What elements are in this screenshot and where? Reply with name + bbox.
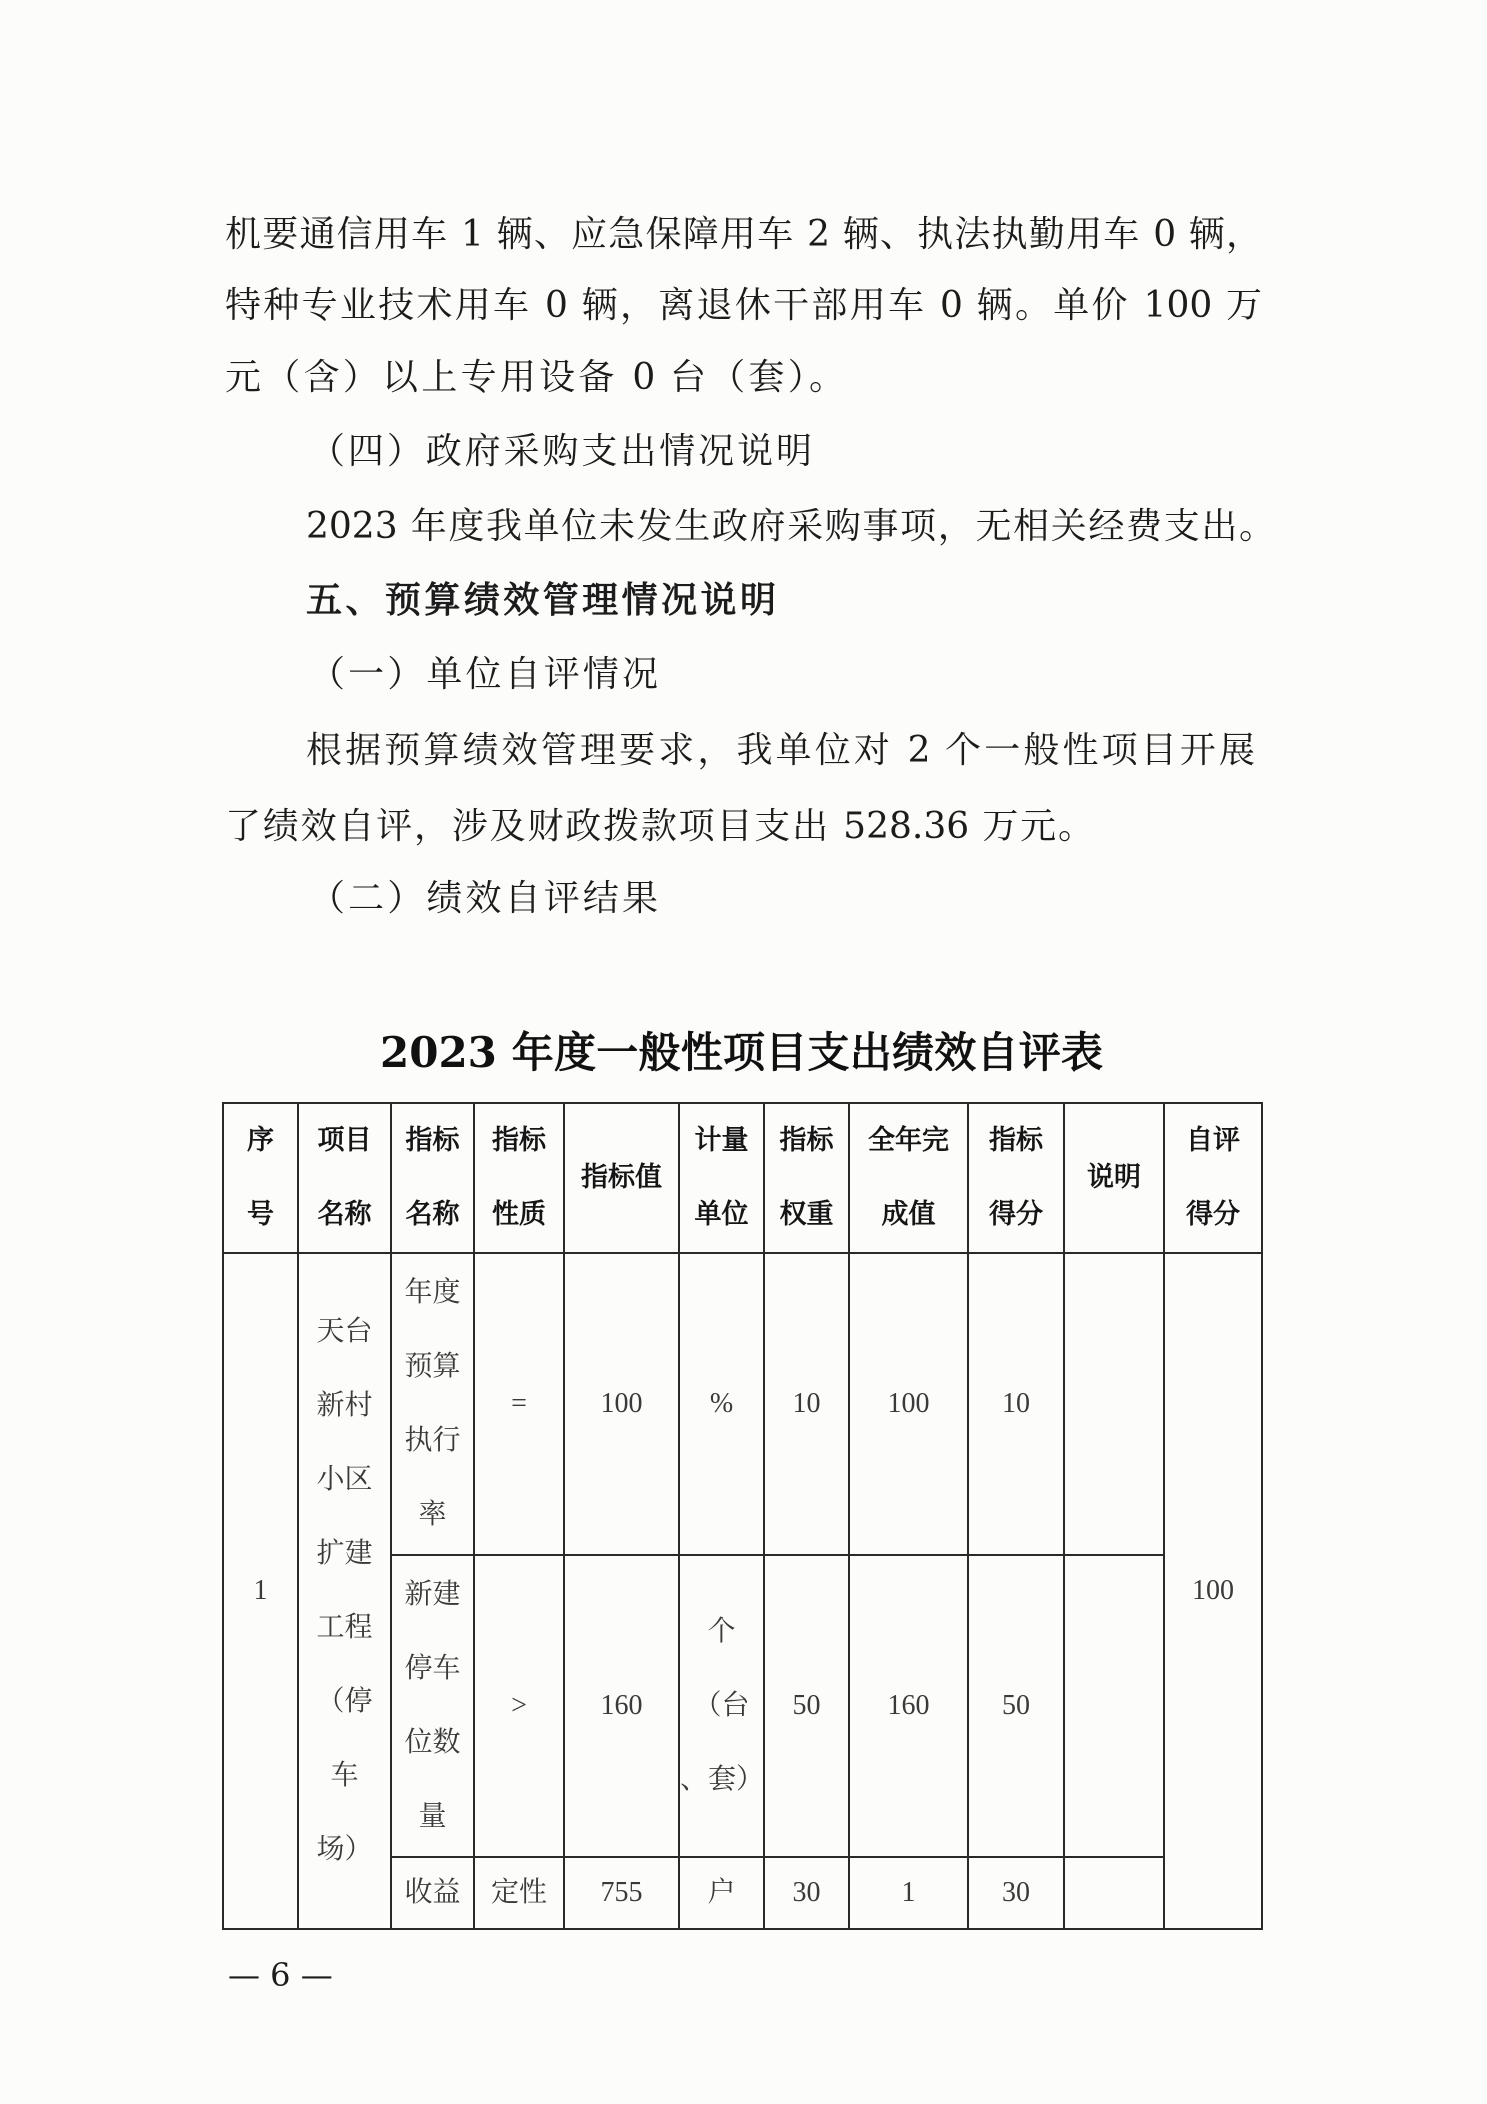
header-note bbox=[1064, 1103, 1164, 1253]
indicator-unit-cell bbox=[679, 1555, 764, 1857]
indicator-score-cell bbox=[968, 1555, 1064, 1857]
indicator-name-line: 收益 bbox=[404, 1877, 461, 1908]
header-unit bbox=[679, 1103, 764, 1253]
indicator-unit-cell bbox=[679, 1857, 764, 1929]
header-line: 指标 bbox=[405, 1125, 460, 1156]
project-index-cell bbox=[223, 1253, 298, 1929]
indicator-unit-line: 个 bbox=[707, 1616, 736, 1647]
self-eval-heading: （一）单位自评情况 bbox=[309, 654, 658, 695]
header-weight bbox=[764, 1103, 849, 1253]
procurement-heading: （四）政府采购支出情况说明 bbox=[309, 431, 812, 472]
header-line: 单位 bbox=[694, 1199, 749, 1230]
project-name-line: 扩建 bbox=[316, 1538, 373, 1569]
indicator-weight: 50 bbox=[792, 1690, 821, 1721]
indicator-target: 755 bbox=[600, 1877, 643, 1908]
indicator-unit-line: % bbox=[709, 1388, 734, 1419]
project-name-cell bbox=[298, 1253, 391, 1929]
indicator-completed-cell bbox=[849, 1555, 968, 1857]
indicator-completed-cell bbox=[849, 1857, 968, 1929]
indicator-name-cell bbox=[391, 1857, 474, 1929]
procurement-paragraph: 2023 年度我单位未发生政府采购事项，无相关经费支出。 bbox=[306, 506, 1275, 547]
self-evaluation-table bbox=[222, 1102, 1263, 1930]
indicator-nature: = bbox=[511, 1388, 527, 1419]
self-score-cell bbox=[1164, 1253, 1262, 1929]
indicator-note-cell bbox=[1064, 1555, 1164, 1857]
indicator-score: 10 bbox=[1002, 1388, 1030, 1419]
indicator-score-cell bbox=[968, 1857, 1064, 1929]
indicator-target-cell bbox=[564, 1555, 679, 1857]
indicator-completed-cell bbox=[849, 1253, 968, 1555]
indicator-target: 160 bbox=[600, 1690, 643, 1721]
indicator-target: 100 bbox=[600, 1388, 643, 1419]
self-eval-paragraph-line-2: 了绩效自评，涉及财政拨款项目支出 528.36 万元。 bbox=[225, 806, 1094, 847]
indicator-unit-line: 户 bbox=[707, 1877, 736, 1908]
vehicle-paragraph-line-1: 机要通信用车 1 辆、应急保障用车 2 辆、执法执勤用车 0 辆， bbox=[225, 214, 1262, 255]
indicator-completed: 1 bbox=[901, 1877, 916, 1908]
indicator-note-cell bbox=[1064, 1253, 1164, 1555]
indicator-name-cell bbox=[391, 1253, 474, 1555]
project-name-line: （停 bbox=[316, 1686, 373, 1717]
header-line: 全年完 bbox=[868, 1125, 949, 1156]
indicator-name-line: 位数 bbox=[404, 1727, 461, 1758]
indicator-weight: 10 bbox=[792, 1388, 821, 1419]
header-line: 名称 bbox=[317, 1199, 372, 1230]
indicator-score: 30 bbox=[1002, 1877, 1030, 1908]
indicator-target-cell bbox=[564, 1253, 679, 1555]
header-line: 指标 bbox=[989, 1125, 1043, 1156]
header-target-value bbox=[564, 1103, 679, 1253]
indicator-name-line: 率 bbox=[418, 1499, 447, 1530]
indicator-unit-line: （台 bbox=[693, 1690, 750, 1721]
indicator-score: 50 bbox=[1002, 1690, 1030, 1721]
header-line: 自评 bbox=[1186, 1125, 1240, 1156]
indicator-nature-cell bbox=[474, 1857, 564, 1929]
table-row bbox=[223, 1253, 1262, 1555]
indicator-nature-cell bbox=[474, 1253, 564, 1555]
table-header-row bbox=[223, 1103, 1262, 1253]
header-line: 序 bbox=[247, 1125, 274, 1156]
indicator-name-line: 执行 bbox=[404, 1425, 461, 1456]
project-name-line: 新村 bbox=[316, 1390, 373, 1421]
indicator-name-line: 量 bbox=[418, 1801, 447, 1832]
self-score: 100 bbox=[1192, 1575, 1234, 1606]
indicator-unit-cell bbox=[679, 1253, 764, 1555]
header-self-score bbox=[1164, 1103, 1262, 1253]
project-name-line: 天台 bbox=[316, 1316, 373, 1347]
header-project-name bbox=[298, 1103, 391, 1253]
header-index bbox=[223, 1103, 298, 1253]
indicator-nature: > bbox=[511, 1690, 527, 1721]
header-line: 指标 bbox=[779, 1125, 834, 1156]
header-line: 名称 bbox=[405, 1199, 460, 1230]
project-name-line: 场） bbox=[316, 1834, 373, 1865]
project-name-line: 小区 bbox=[316, 1464, 373, 1495]
vehicle-paragraph-line-3: 元（含）以上专用设备 0 台（套）。 bbox=[225, 357, 845, 398]
header-line: 号 bbox=[247, 1199, 274, 1230]
indicator-nature: 定性 bbox=[490, 1877, 547, 1908]
header-indicator-name bbox=[391, 1103, 474, 1253]
indicator-name-line: 年度 bbox=[404, 1277, 461, 1308]
indicator-nature-cell bbox=[474, 1555, 564, 1857]
indicator-name-cell bbox=[391, 1555, 474, 1857]
header-completed-value bbox=[849, 1103, 968, 1253]
indicator-unit-line: 、套） bbox=[680, 1764, 765, 1795]
header-line: 计量 bbox=[694, 1125, 749, 1156]
indicator-completed: 100 bbox=[887, 1388, 930, 1419]
indicator-name-line: 新建 bbox=[404, 1579, 461, 1610]
page-number: — 6 — bbox=[228, 1956, 333, 1994]
header-line: 得分 bbox=[989, 1199, 1043, 1230]
indicator-target-cell bbox=[564, 1857, 679, 1929]
self-eval-paragraph-line-1: 根据预算绩效管理要求，我单位对 2 个一般性项目开展 bbox=[306, 730, 1255, 771]
project-name-line: 工程 bbox=[316, 1612, 373, 1643]
header-indicator-nature bbox=[474, 1103, 564, 1253]
indicator-weight: 30 bbox=[792, 1877, 821, 1908]
indicator-score-cell bbox=[968, 1253, 1064, 1555]
header-indicator-score bbox=[968, 1103, 1064, 1253]
indicator-completed: 160 bbox=[887, 1690, 930, 1721]
header-line: 项目 bbox=[317, 1125, 372, 1156]
vehicle-paragraph-line-2: 特种专业技术用车 0 辆，离退休干部用车 0 辆。单价 100 万 bbox=[225, 285, 1262, 326]
indicator-weight-cell bbox=[764, 1253, 849, 1555]
table-title: 2023 年度一般性项目支出绩效自评表 bbox=[380, 1028, 1103, 1077]
results-heading: （二）绩效自评结果 bbox=[309, 878, 658, 919]
header-line: 性质 bbox=[492, 1199, 546, 1230]
header-line: 指标值 bbox=[581, 1162, 662, 1193]
indicator-note-cell bbox=[1064, 1857, 1164, 1929]
section-five-heading: 五、预算绩效管理情况说明 bbox=[306, 580, 776, 621]
header-line: 权重 bbox=[779, 1199, 834, 1230]
project-name-line: 车 bbox=[330, 1760, 359, 1791]
project-index: 1 bbox=[253, 1575, 268, 1606]
header-line: 指标 bbox=[492, 1125, 546, 1156]
indicator-name-line: 停车 bbox=[404, 1653, 461, 1684]
header-line: 得分 bbox=[1186, 1199, 1240, 1230]
indicator-weight-cell bbox=[764, 1857, 849, 1929]
header-line: 说明 bbox=[1087, 1162, 1141, 1193]
header-line: 成值 bbox=[881, 1199, 936, 1230]
indicator-name-line: 预算 bbox=[404, 1351, 461, 1382]
indicator-weight-cell bbox=[764, 1555, 849, 1857]
